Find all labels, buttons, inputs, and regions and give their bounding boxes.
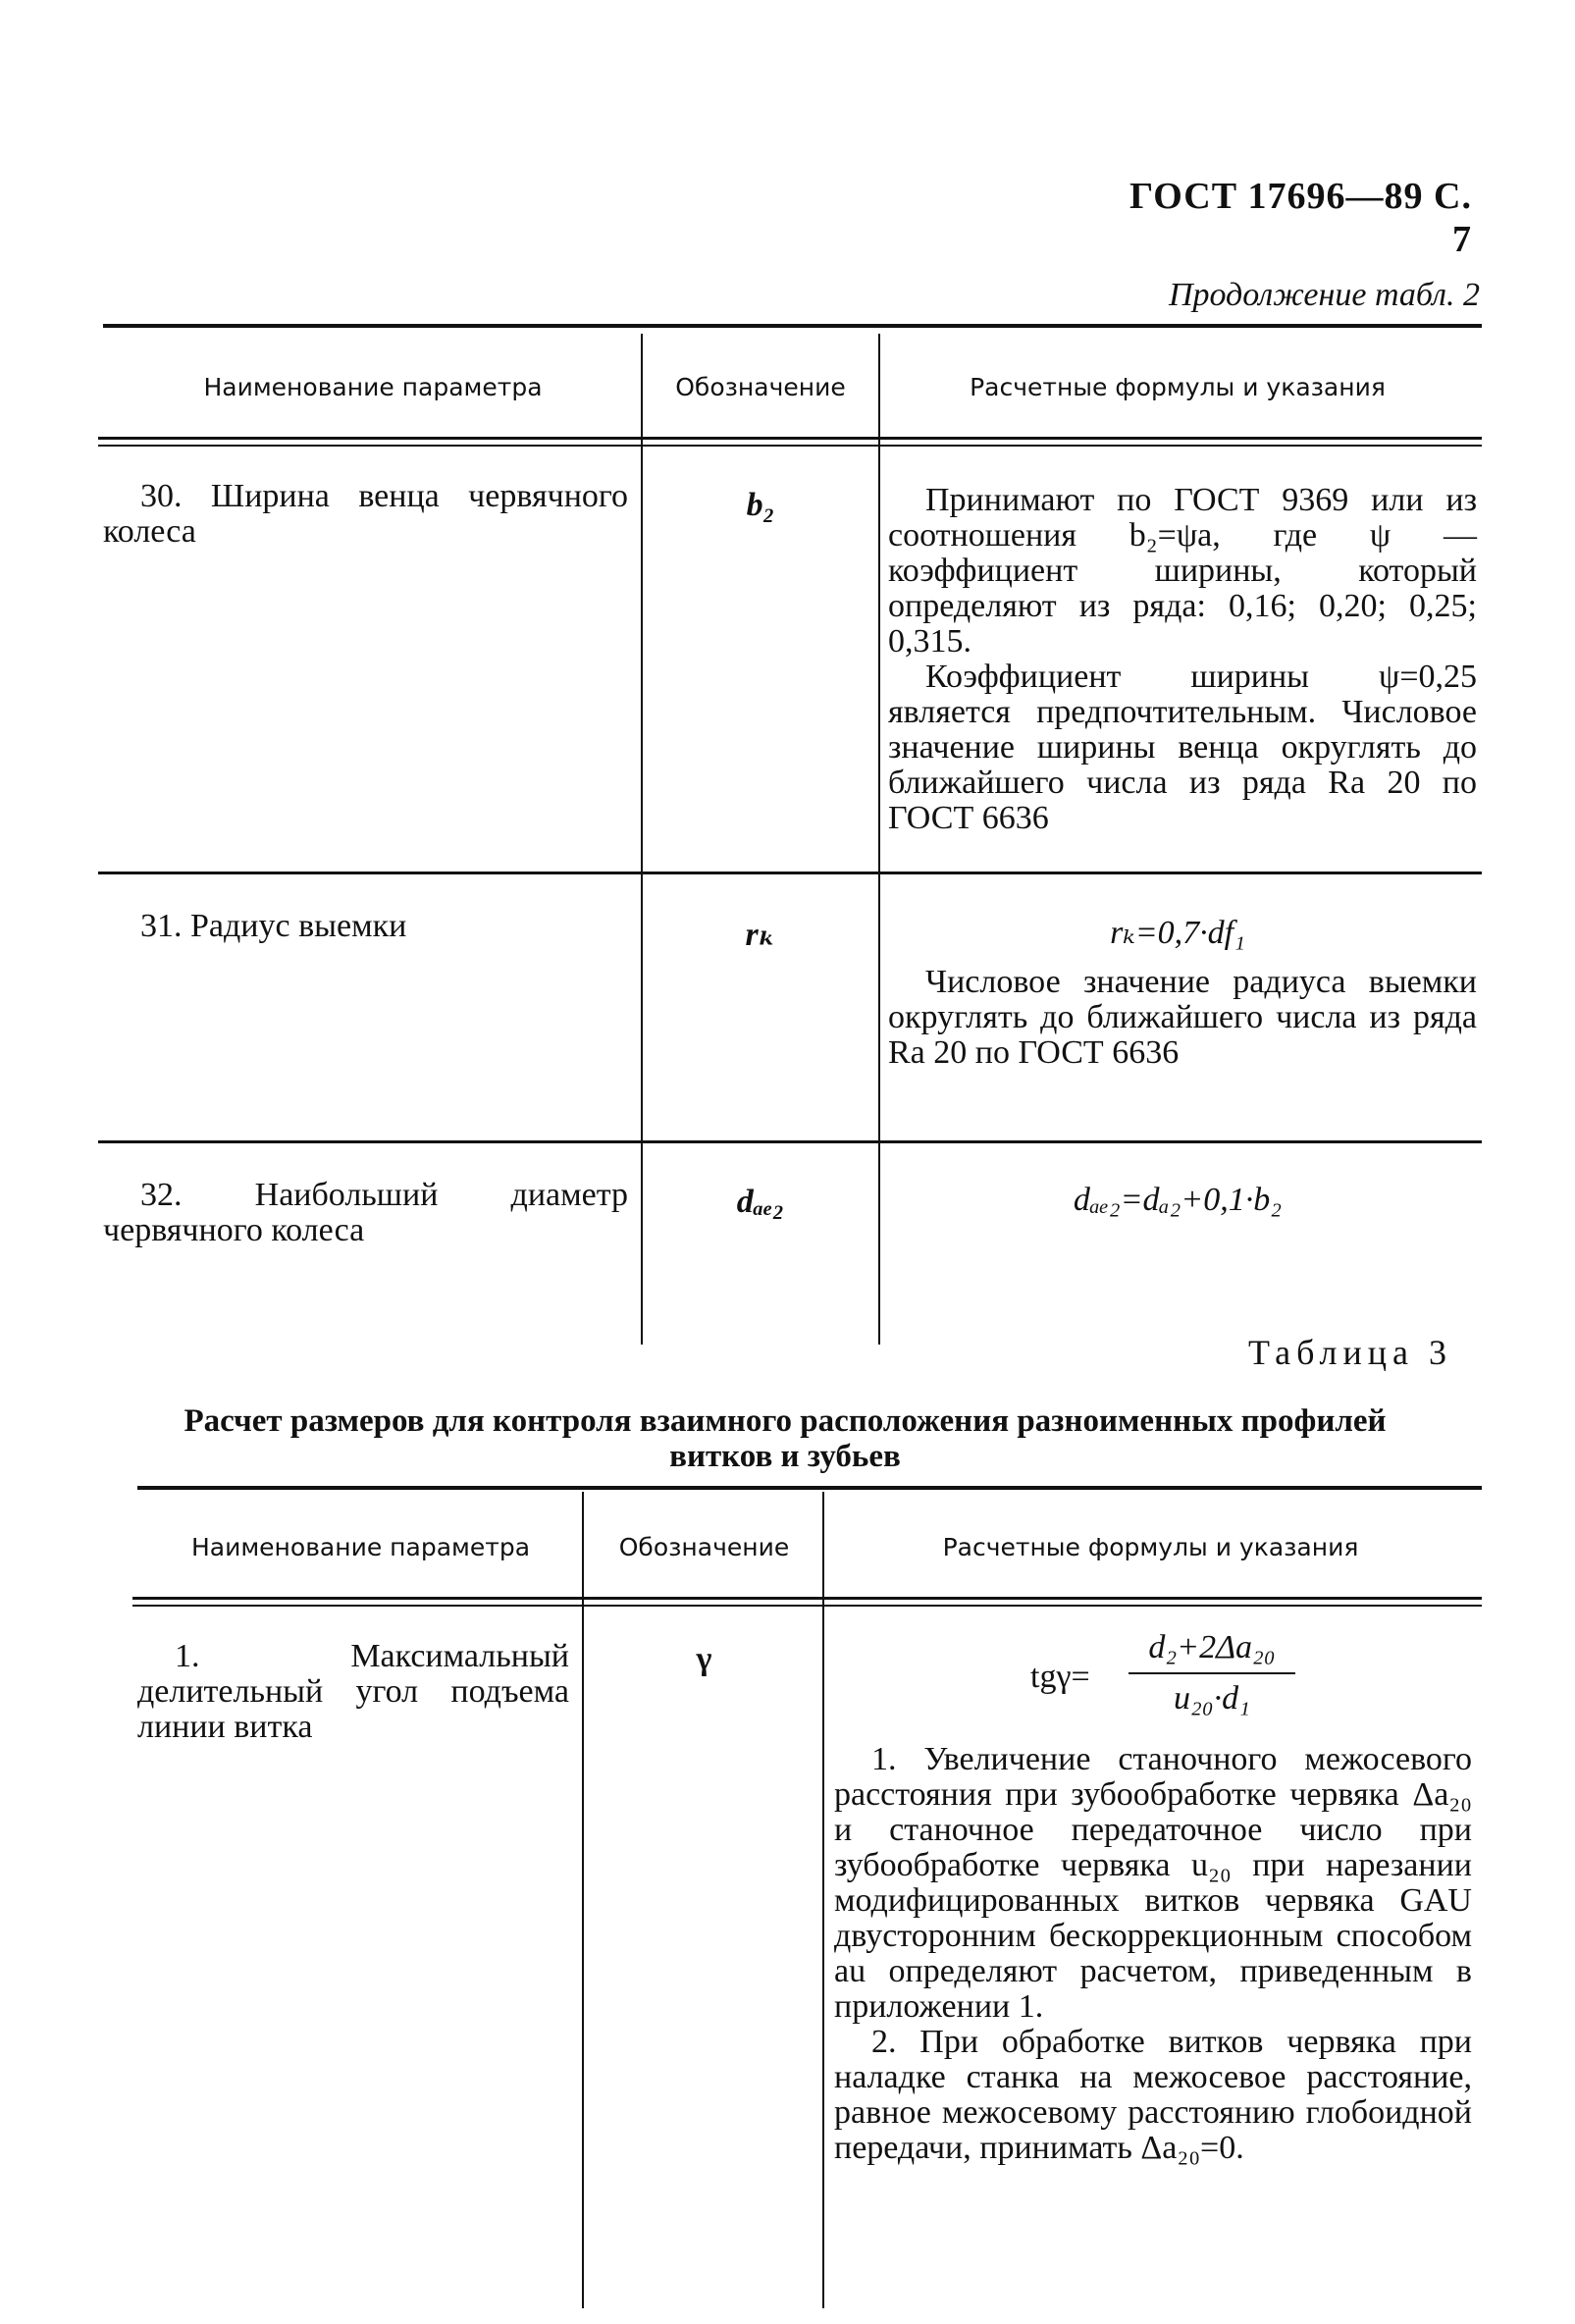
table-continuation-label: Продолжение табл. 2 [1168, 277, 1480, 313]
formula: rₖ=0,7·df₁ [1110, 915, 1245, 951]
formula [981, 1629, 1374, 1727]
parameter-symbol: γ [696, 1641, 712, 1677]
formula-notes: Числовое значение радиуса выемки округлять до ближайшего числа из ряда Ra 20 по ГОСТ 6636 [888, 964, 1477, 1071]
parameter-symbol: dₐₑ₂ [736, 1184, 785, 1220]
column-header-symbol: Обозначение [675, 373, 846, 401]
formula-lhs: tgγ= [1030, 1659, 1090, 1695]
column-header-name: Наименование параметра [190, 1533, 531, 1561]
formula-denominator: u₂₀·d₁ [1174, 1680, 1250, 1717]
document-reference: ГОСТ 17696—89 С. 7 [1129, 176, 1472, 260]
parameter-name: 31. Радиус выемки [140, 908, 407, 944]
row-rule [98, 1140, 1482, 1143]
table-top-rule [137, 1486, 1482, 1490]
formula: dₐₑ₂=dₐ₂+0,1·b₂ [1073, 1182, 1283, 1218]
column-header-formulas: Расчетные формулы и указания [970, 373, 1386, 401]
table-top-rule [103, 324, 1482, 328]
column-divider [582, 1492, 584, 2308]
table-caption: Таблица 3 [1248, 1333, 1452, 1372]
formula-numerator: d₂+2Δa₂₀ [1148, 1629, 1276, 1665]
parameter-name: 30. Ширина венца червячного колеса [103, 478, 628, 550]
header-rule [132, 1597, 1482, 1607]
header-rule [98, 437, 1482, 447]
formula-notes: Принимают по ГОСТ 9369 или из соотношения b₂=ψa, где ψ — коэффициент ширины, который определяют из ряда: 0,16; 0,20; 0,25; 0,315. Коэффициент ширины ψ=0,25 является предпочтительным. Числовое значение ширины венца округлять до ближайшего числа из ряда Ra 20 по ГОСТ 6636 [888, 482, 1477, 836]
parameter-name: 32. Наибольший диаметр червячного колеса [103, 1177, 628, 1248]
column-header-name: Наименование параметра [203, 373, 543, 401]
fraction-bar [1129, 1672, 1295, 1674]
column-header-symbol: Обозначение [618, 1533, 790, 1561]
column-header-formulas: Расчетные формулы и указания [942, 1533, 1359, 1561]
parameter-symbol: rₖ [745, 917, 776, 953]
parameter-name: 1. Максимальный делительный угол подъема линии витка [137, 1638, 569, 1745]
table-title: Расчет размеров для контроля взаимного расположения разноименных профилей витков и зубьев [184, 1403, 1387, 1474]
row-rule [98, 872, 1482, 874]
column-divider [822, 1492, 824, 2308]
formula-notes: 1. Увеличение станочного межосевого расстояния при зубообработке червяка Δa₂₀ и станочное передаточное число при зубообработке червяка u₂₀ при нарезании модифицированных витков червяка GAU двусторонним бескоррекционным способом au определяют расчетом, приведенным в приложении 1. 2. При обработке витков червяка при наладке станка на межосевое расстояние, равное межосевому расстоянию глобоидной передачи, принимать Δa₂₀=0. [834, 1741, 1472, 2166]
parameter-symbol: b₂ [746, 487, 775, 523]
